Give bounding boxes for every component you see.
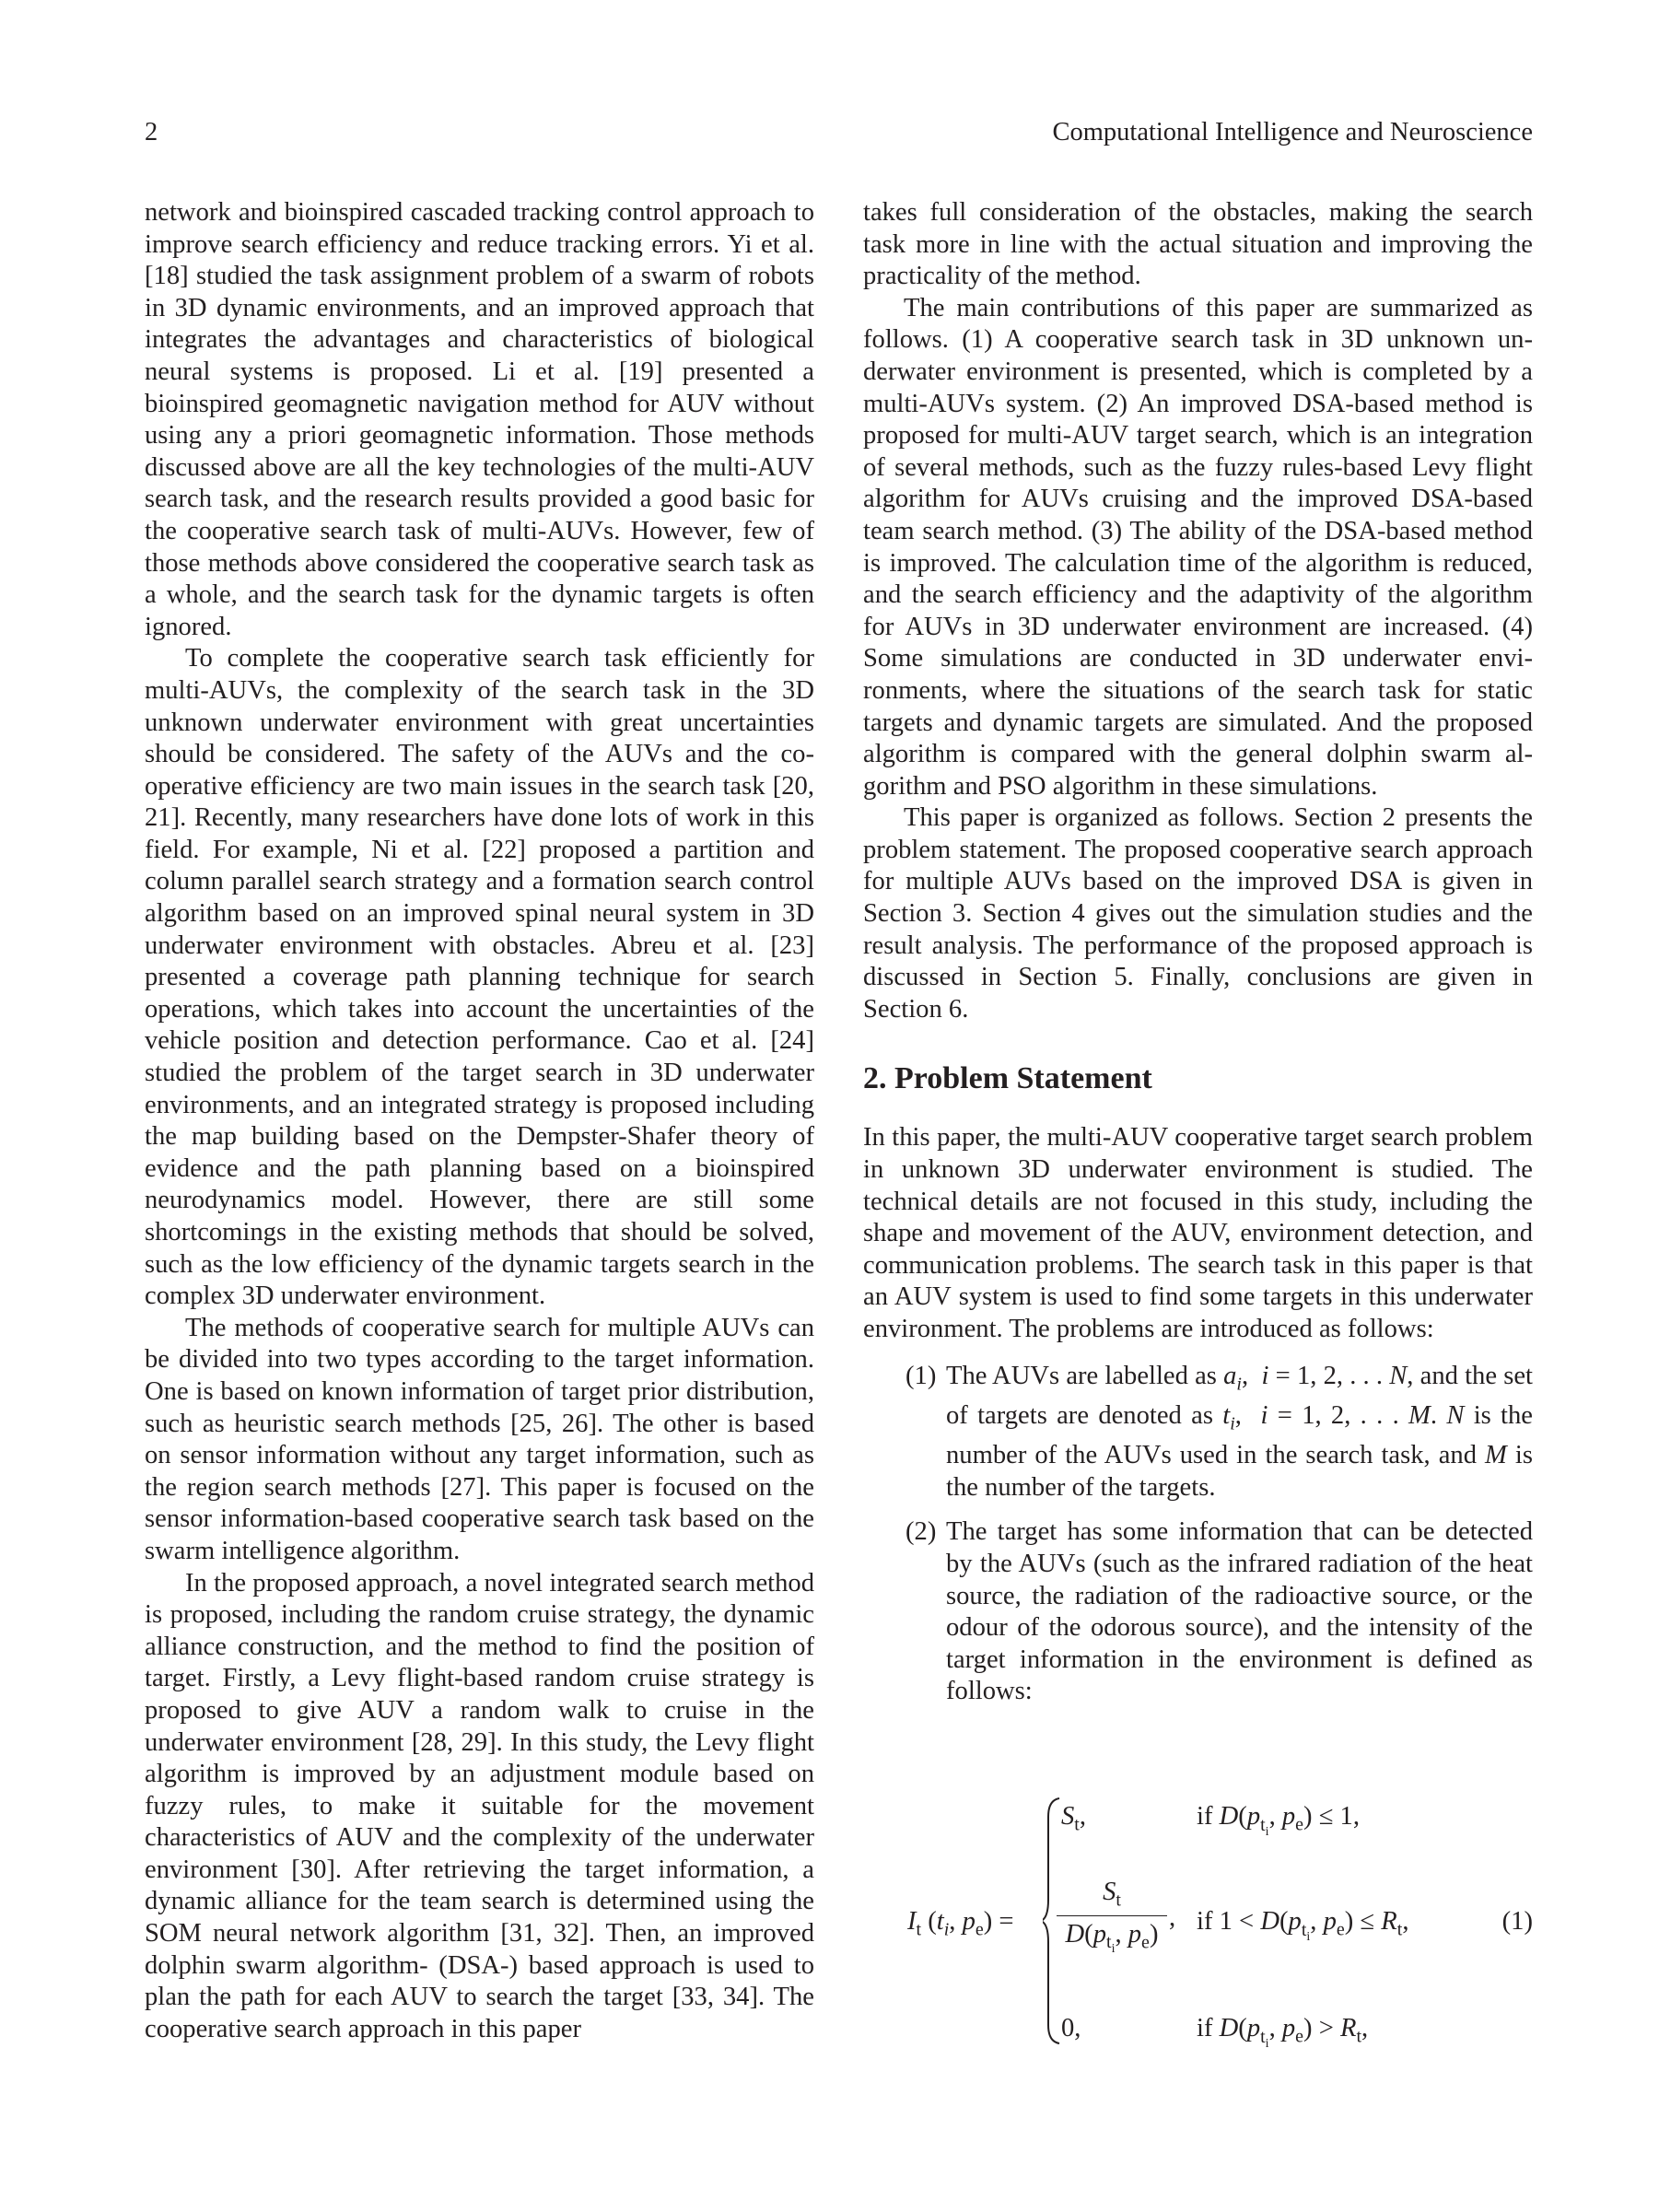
page-number: 2: [145, 118, 158, 146]
paragraph: This paper is organized as follows. Section 2 presents the problem statement. The proposed cooperative search approach for multiple AUVs based on the improved DSA is given in Section 3. Section 4 gives out the simulation studies and the result analysis. The performance of the proposed approach is discussed in Section 5. Finally, conclusions are given in Section 6.: [863, 803, 1533, 1024]
section-intro: In this paper, the multi-AUV cooperative target search problem in unknown 3D underwater environment is studied. The technical details are not focused in this study, including the shape and movement of the AUV, environment detection, and communication problems. The search task in this paper is that an AUV system is used to find some targets in this underwater environment. The problems are introduced as follows:: [863, 1123, 1533, 1343]
case-3-condition: if $D(p_{t_i}$, $p_e) > R_t$,: [1197, 2014, 1369, 2051]
paragraph: The main contributions of this paper are summarized as follows. (1) A cooperative search task in 3D unknown underwater environment is presented, which is completed by a multi-AUVs system. (2) An improved DSA-based method is proposed for multi-AUV target search, which is an integration of several methods, such as the fuzzy rules-based Levy flight algorithm for AUVs cruising and the improved DSA-based team search method. (3) The ability of the DSA-based method is improved. The calculation time of the algorithm is reduced, and the search efficiency and the adaptivity of the algorithm for AUVs in 3D underwater environment are increased. (4) Some simulations are conducted in 3D underwater environments, where the situations of the search task for static targets and dynamic targets are simulated. And the proposed algorithm is compared with the general dolphin swarm algorithm and PSO algorithm in these simulations.: [863, 293, 1533, 801]
paragraph: network and bioinspired cascaded tracking control approach to improve search efficiency and reduce tracking errors. Yi et al. [18] studied the task assignment problem of a swarm of robots in 3D dynamic environments, and an improved approach that integrates the advantages and characteristics of biological neural systems is proposed. Li et al. [19] presented a bioinspired geomagnetic navigation method for AUV without using any a priori geomagnetic information. Those methods discussed above are all the key technologies of the multi-AUV search task, and the research results provided a good basic for the cooperative search task of multi-AUVs. However, few of those methods above considered the cooperative search task as a whole, and the search task for the dynamic targets is often ignored.: [145, 198, 814, 641]
journal-name: Computational Intelligence and Neuroscience: [1052, 118, 1533, 146]
list-number: (2): [905, 1517, 937, 1547]
left-column: [145, 197, 814, 2045]
list-number: (1): [905, 1361, 937, 1390]
page-header: [145, 118, 1533, 155]
equation-lhs: $I_t$ ($t_i$, $p_e$) =: [907, 1907, 1014, 1940]
list-item: (1) The AUVs are labelled as $a_i$, i = 1, 2, . . . N, and the set of targets are denoted as $t_i$, i = 1, 2, . . . M. N is the number of the AUVs used in the search task, and M is the number of the targets.: [905, 1361, 1533, 1502]
paragraph: The methods of cooperative search for multiple AUVs can be divided into two types according to the target information. One is based on known information of target prior distribution, such as heuristic search methods [25, 26]. The other is based on sensor information without any target information, such as the region search methods [27]. This paper is focused on the sensor information-based cooperative search task based on the swarm intelligence algorithm.: [145, 1313, 814, 1565]
case-1-condition: if $D(p_{t_i}$, $p_e) \le 1$,: [1197, 1802, 1361, 1839]
paragraph: To complete the cooperative search task efficiently for multi-AUVs, the complexity of the search task in the 3D unknown underwater environment with great uncertainties should be considered. The safety of the AUVs and the cooperative efficiency are two main issues in the search task [20, 21]. Recently, many researchers have done lots of work in this field. For example, Ni et al. [22] proposed a partition and column parallel search strategy and a formation search control algorithm based on an improved spinal neural system in 3D underwater environment with obstacles. Abreu et al. [23] presented a coverage path planning technique for search operations, which takes into account the uncertainties of the vehicle position and detection performance. Cao et al. [24] studied the problem of the target search in 3D underwater environments, and an integrated strategy is proposed including the map building based on the Dempster-Shafer theory of evidence and the path planning based on a bioinspired neurodynamics model. However, there are still some shortcomings in the existing methods that should be solved, such as the low efficiency of the dynamic targets search in the complex 3D underwater environment.: [145, 644, 814, 1311]
case-3-value: 0,: [1061, 2014, 1081, 2042]
case-1-value: $S_t$,: [1061, 1802, 1087, 1835]
paragraph: takes full consideration of the obstacles, making the search task more in line with the actual situation and improving the practicality of the method.: [863, 198, 1533, 291]
paragraph: In the proposed approach, a novel integrated search method is proposed, including the random cruise strategy, the dynamic alliance construction, and the method to find the position of target. Firstly, a Levy flight-based random cruise strategy is proposed to give AUV a random walk to cruise in the underwater environment [28, 29]. In this study, the Levy flight algorithm is improved by an adjustment module based on fuzzy rules, to make it suitable for the movement characteristics of AUV and the complexity of the underwater environment [30]. After retrieving the target information, a dynamic alliance for the team search is determined using the SOM neural network algorithm [31, 32]. Then, an improved dolphin swarm algorithm- (DSA-) based approach is used to plan the path for each AUV to search the target [33, 34]. The cooperative search approach in this paper: [145, 1568, 814, 2043]
case-2-fraction: $S_t$ $D(p_{t_i}$, $p_e$): [1057, 1878, 1167, 1957]
right-column: [863, 197, 1533, 1721]
problem-list: [863, 1361, 1533, 1708]
section-heading: 2. Problem Statement: [863, 1061, 1152, 1096]
list-item: (2) The target has some information that can be detected by the AUVs (such as the infrared radiation of the heat source, the radiation of the radioactive source, or the odour of the odorous source), and the intensity of the target information in the environment is defined as follows:: [905, 1517, 1533, 1706]
equation-1: $I_t$ ($t_i$, $p_e$) = $S_t$, if $D(p_{t_i}$, $p_e) \le 1$, $S_t$ $D(p_{t_i}$, $p_e$) , if $1 < D(p_{t_i}$, $p_e) \le R_t$, 0, if $D(p_{t_i}$, $p_e) > R_t$, (1): [863, 1797, 1533, 2050]
equation-number: (1): [1501, 1907, 1533, 1936]
case-2-condition: if $1 < D(p_{t_i}$, $p_e) \le R_t$,: [1197, 1907, 1409, 1944]
